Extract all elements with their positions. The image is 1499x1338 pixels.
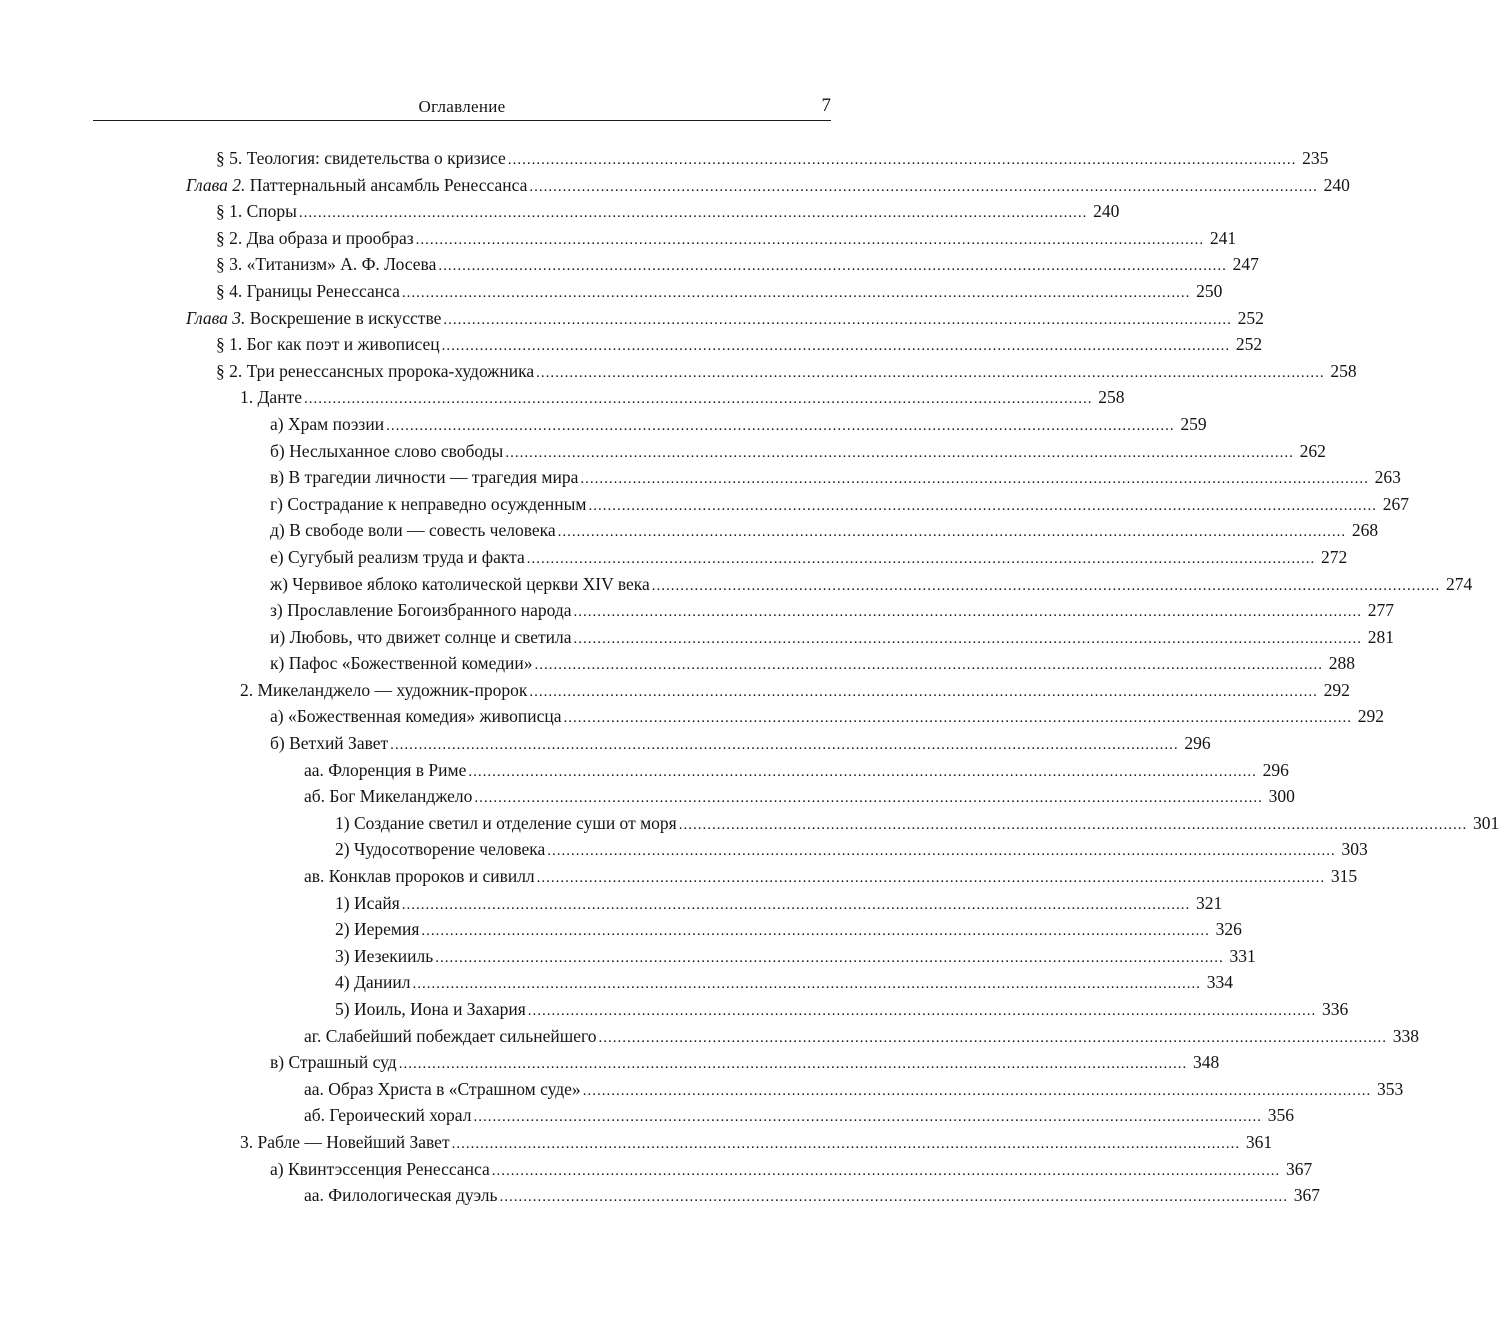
toc-entry-title: 2) Чудосотворение человека: [335, 839, 546, 860]
toc-entry-page: 258: [1330, 360, 1357, 381]
toc-entry: [0, 358, 1357, 385]
toc-entry-title: аб. Бог Микеланджело: [304, 786, 473, 807]
running-head: [93, 92, 831, 121]
toc-chapter-entry: [0, 305, 1264, 332]
dot-leader: ......................................................................................................................................................................: [536, 870, 1326, 887]
toc-entry-title: § 4. Границы Ренессанса: [216, 280, 400, 301]
toc-entry-title: а) «Божественная комедия» живописца: [270, 706, 562, 727]
dot-leader: ......................................................................................................................................................................: [468, 763, 1257, 780]
toc-entry: [0, 996, 1349, 1023]
toc-entry-title: § 3. «Титанизм» А. Ф. Лосева: [216, 254, 437, 275]
toc-entry-title: ав. Конклав пророков и сивилл: [304, 866, 535, 887]
toc-entry-title: е) Сугубый реализм труда и факта: [270, 546, 525, 567]
toc-entry: [0, 544, 1348, 571]
toc-entry-title: аа. Филологическая дуэль: [304, 1185, 498, 1206]
toc-entry-title: д) В свободе воли — совесть человека: [270, 520, 556, 541]
toc-entry-title: аа. Флоренция в Риме: [304, 759, 467, 780]
dot-leader: ......................................................................................................................................................................: [505, 444, 1294, 461]
toc-entry-page: 292: [1357, 706, 1384, 727]
toc-entry: [0, 145, 1329, 172]
toc-entry: [0, 650, 1356, 677]
toc-entry-page: 259: [1180, 413, 1207, 434]
toc-entry-title: а) Храм поэзии: [270, 413, 385, 434]
toc-entry: [0, 1129, 1273, 1156]
toc-entry: [0, 624, 1395, 651]
toc-entry-page: 321: [1196, 892, 1223, 913]
dot-leader: ......................................................................................................................................................................: [527, 1003, 1317, 1019]
toc-entry: [0, 863, 1358, 890]
toc-entry-title: ж) Червивое яблоко католической церкви XIV века: [270, 573, 650, 594]
dot-leader: ......................................................................................................................................................................: [390, 737, 1179, 754]
toc-entry: [0, 916, 1242, 943]
dot-leader: ......................................................................................................................................................................: [678, 816, 1468, 833]
toc-entry-title: Глава 3. Воскрешение в искусстве: [186, 307, 442, 328]
toc-entry-page: 356: [1267, 1105, 1294, 1126]
toc-entry: [0, 251, 1259, 278]
toc-entry-page: 240: [1323, 174, 1350, 195]
toc-entry-title: § 2. Три ренессансных пророка-художника: [216, 360, 535, 381]
toc-entry-page: 252: [1235, 334, 1263, 355]
toc-entry-title: § 1. Споры: [216, 201, 297, 222]
dot-leader: ......................................................................................................................................................................: [507, 152, 1297, 168]
toc-entry-page: 247: [1232, 254, 1259, 275]
toc-entry-page: 331: [1229, 945, 1256, 966]
dot-leader: ......................................................................................................................................................................: [415, 231, 1205, 248]
dot-leader: ......................................................................................................................................................................: [547, 843, 1336, 860]
toc-entry-page: 353: [1376, 1078, 1404, 1099]
toc-entry-page: 262: [1299, 440, 1326, 461]
toc-entry-page: 250: [1196, 280, 1223, 301]
toc-entry-page: 267: [1382, 493, 1409, 514]
dot-leader: ......................................................................................................................................................................: [580, 471, 1369, 488]
toc-entry-page: 303: [1341, 839, 1368, 860]
toc-entry-title: 2. Микеланджело — художник-пророк: [240, 679, 528, 700]
dot-leader: ......................................................................................................................................................................: [304, 391, 1093, 408]
toc-entry-page: 326: [1215, 919, 1242, 940]
toc-entry-title: а) Квинтэссенция Ренессанса: [270, 1158, 490, 1179]
toc-entry-page: 301: [1472, 812, 1499, 833]
toc-entry: [0, 730, 1211, 757]
toc-entry-title: 3) Иезекииль: [335, 945, 434, 966]
toc-entry-page: 274: [1446, 573, 1473, 594]
dot-leader: ......................................................................................................................................................................: [386, 417, 1175, 434]
toc-entry-title: § 5. Теология: свидетельства о кризисе: [216, 148, 506, 168]
toc-entry-title: б) Неслыханное слово свободы: [270, 440, 504, 461]
dot-leader: ......................................................................................................................................................................: [573, 604, 1362, 621]
toc-entry: [0, 1156, 1313, 1183]
toc-entry-page: 336: [1322, 999, 1349, 1019]
dot-leader: ......................................................................................................................................................................: [598, 1029, 1387, 1046]
toc-entry-title: 1) Исайя: [335, 892, 400, 913]
dot-leader: ......................................................................................................................................................................: [298, 205, 1088, 222]
toc-entry: [0, 836, 1368, 863]
toc-entry-page: 277: [1367, 600, 1394, 621]
toc-entry-page: 292: [1323, 679, 1350, 700]
toc-entry: [0, 1049, 1220, 1076]
dot-leader: ......................................................................................................................................................................: [526, 550, 1316, 567]
toc-chapter-entry: [0, 172, 1350, 199]
toc-entry-page: 367: [1285, 1158, 1313, 1179]
toc-entry-title: аа. Образ Христа в «Страшном суде»: [304, 1078, 581, 1099]
page-number: 7: [821, 95, 831, 116]
toc-entry: [0, 890, 1223, 917]
toc-entry-title: Глава 2. Паттернальный ансамбль Ренессанса: [186, 174, 528, 195]
toc-entry-page: 296: [1184, 733, 1211, 754]
dot-leader: ......................................................................................................................................................................: [441, 338, 1231, 355]
dot-leader: ......................................................................................................................................................................: [582, 1082, 1372, 1099]
toc-entry: [0, 1182, 1321, 1209]
dot-leader: ......................................................................................................................................................................: [401, 284, 1191, 301]
toc-entry-title: 3. Рабле — Новейший Завет: [240, 1131, 450, 1152]
running-title: Оглавление: [418, 97, 506, 116]
chapter-label: Глава 3.: [186, 307, 246, 328]
toc-entry: [0, 464, 1401, 491]
toc-entry: [0, 677, 1350, 704]
toc-entry-page: 334: [1206, 972, 1233, 993]
toc-entry-title: аг. Слабейший побеждает сильнейшего: [304, 1025, 597, 1046]
toc-entry-title: аб. Героический хорал: [304, 1105, 472, 1126]
dot-leader: ......................................................................................................................................................................: [536, 364, 1325, 381]
toc-entry-title: § 1. Бог как поэт и живописец: [216, 334, 440, 355]
toc-entry-title: з) Прославление Богоизбранного народа: [270, 600, 572, 621]
toc-entry-page: 263: [1374, 467, 1401, 488]
dot-leader: ......................................................................................................................................................................: [473, 1109, 1262, 1126]
toc-entry-page: 288: [1328, 653, 1356, 674]
toc-entry-page: 296: [1262, 759, 1289, 780]
toc-entry-page: 258: [1098, 387, 1125, 408]
toc-entry-title: 2) Иеремия: [335, 919, 420, 940]
toc-entry: [0, 1076, 1404, 1103]
toc-entry-page: 367: [1293, 1185, 1321, 1206]
toc-entry-page: 281: [1367, 626, 1395, 647]
dot-leader: ......................................................................................................................................................................: [557, 524, 1347, 541]
toc-entry: [0, 597, 1394, 624]
toc-entry: [0, 783, 1295, 810]
toc-entry-page: 338: [1392, 1025, 1419, 1046]
toc-entry: [0, 571, 1473, 598]
toc-entry-title: 4) Даниил: [335, 972, 411, 993]
toc-entry: [0, 943, 1256, 970]
dot-leader: ......................................................................................................................................................................: [398, 1056, 1188, 1073]
toc-entry-title: 1. Данте: [240, 387, 302, 408]
dot-leader: ......................................................................................................................................................................: [401, 896, 1191, 913]
toc-entry-page: 235: [1302, 148, 1329, 168]
toc-entry-title: в) Страшный суд: [270, 1052, 397, 1073]
toc-entry: [0, 491, 1409, 518]
toc-entry: [0, 1023, 1419, 1050]
toc-entry-page: 252: [1237, 307, 1264, 328]
toc-entry-title: § 2. Два образа и прообраз: [216, 227, 414, 248]
dot-leader: ......................................................................................................................................................................: [651, 577, 1441, 594]
toc-entry: [0, 757, 1289, 784]
toc-entry: [0, 810, 1499, 837]
dot-leader: ......................................................................................................................................................................: [529, 178, 1318, 195]
toc-entry: [0, 438, 1326, 465]
toc-entry-title: г) Сострадание к неправедно осужденным: [270, 493, 587, 514]
toc-entry: [0, 331, 1263, 358]
dot-leader: ......................................................................................................................................................................: [491, 1162, 1281, 1179]
table-of-contents: [0, 145, 1499, 1209]
dot-leader: ......................................................................................................................................................................: [412, 976, 1201, 993]
dot-leader: ......................................................................................................................................................................: [438, 258, 1227, 275]
dot-leader: ......................................................................................................................................................................: [588, 497, 1377, 514]
dot-leader: ......................................................................................................................................................................: [563, 710, 1352, 727]
toc-entry-title: б) Ветхий Завет: [270, 733, 389, 754]
toc-entry-page: 361: [1245, 1131, 1273, 1152]
toc-entry: [0, 703, 1384, 730]
toc-entry: [0, 969, 1233, 996]
toc-entry-title: к) Пафос «Божественной комедии»: [270, 653, 533, 674]
toc-entry-page: 348: [1192, 1052, 1220, 1073]
toc-entry: [0, 225, 1237, 252]
dot-leader: ......................................................................................................................................................................: [573, 630, 1363, 647]
toc-entry: [0, 384, 1125, 411]
toc-entry-title: и) Любовь, что движет солнце и светила: [270, 626, 572, 647]
toc-entry-page: 300: [1268, 786, 1295, 807]
toc-entry-page: 272: [1321, 546, 1348, 567]
toc-entry-title: 5) Иоиль, Иона и Захария: [335, 999, 526, 1019]
dot-leader: ......................................................................................................................................................................: [451, 1135, 1241, 1152]
dot-leader: ......................................................................................................................................................................: [499, 1189, 1289, 1206]
dot-leader: ......................................................................................................................................................................: [529, 683, 1318, 700]
dot-leader: ......................................................................................................................................................................: [474, 790, 1263, 807]
toc-entry: [0, 278, 1223, 305]
dot-leader: ......................................................................................................................................................................: [421, 923, 1210, 940]
toc-entry-page: 315: [1330, 866, 1358, 887]
toc-entry-page: 240: [1093, 201, 1120, 222]
toc-entry: [0, 411, 1207, 438]
toc-entry: [0, 198, 1120, 225]
toc-entry: [0, 1102, 1294, 1129]
dot-leader: ......................................................................................................................................................................: [435, 949, 1224, 966]
dot-leader: ......................................................................................................................................................................: [534, 657, 1324, 674]
toc-entry-title: в) В трагедии личности — трагедия мира: [270, 467, 579, 488]
dot-leader: ......................................................................................................................................................................: [443, 311, 1232, 328]
chapter-label: Глава 2.: [186, 174, 246, 195]
toc-entry-title: 1) Создание светил и отделение суши от моря: [335, 812, 677, 833]
toc-entry: [0, 517, 1379, 544]
toc-entry-page: 241: [1209, 227, 1237, 248]
toc-entry-page: 268: [1351, 520, 1379, 541]
